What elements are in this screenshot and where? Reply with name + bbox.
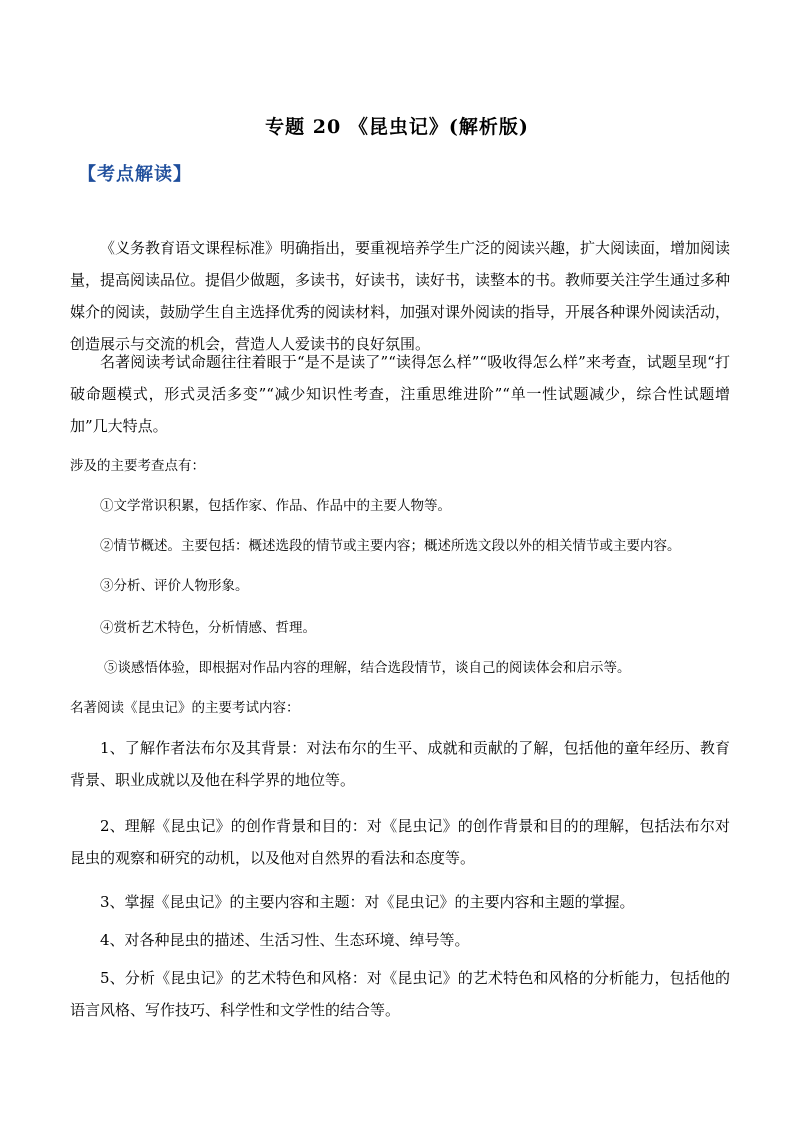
exam-point-item: ⑤谈感悟体验，即根据对作品内容的理解，结合选段情节，谈自己的阅读体会和启示等。 <box>104 660 631 676</box>
exam-point-item: ②情节概述。主要包括：概述选段的情节或主要内容；概述所选文段以外的相关情节或主要内容。 <box>100 538 681 554</box>
content-intro: 名著阅读《昆虫记》的主要考试内容： <box>70 700 300 716</box>
document-title: 专题 20 《昆虫记》(解析版) <box>265 116 529 138</box>
content-item: 1、了解作者法布尔及其背景：对法布尔的生平、成就和贡献的了解，包括他的童年经历、教育背景、职业成就以及他在科学界的地位等。 <box>70 739 730 789</box>
exam-point-item: ①文学常识积累，包括作家、作品、作品中的主要人物等。 <box>100 498 451 514</box>
paragraph-exam-style: 名著阅读考试命题往往着眼于“是不是读了”“读得怎么样”“吸收得怎么样”来考查，试题呈现“打破命题模式，形式灵活多变”“减少知识性考查，注重思维进阶”“单一性试题减少，综合性试题增加”几大特点。 <box>70 353 730 435</box>
exam-point-item: ③分析、评价人物形象。 <box>100 578 249 594</box>
content-item: 2、理解《昆虫记》的创作背景和目的：对《昆虫记》的创作背景和目的的理解，包括法布尔对昆虫的观察和研究的动机，以及他对自然界的看法和态度等。 <box>70 817 730 867</box>
paragraph-curriculum: 《义务教育语文课程标准》明确指出，要重视培养学生广泛的阅读兴趣，扩大阅读面，增加阅读量，提高阅读品位。提倡少做题，多读书，好读书，读好书，读整本的书。教师要关注学生通过多种媒介的阅读，鼓励学生自主选择优秀的阅读材料，加强对课外阅读的指导，开展各种课外阅读活动，创造展示与交流的机会，营造人人爱读书的良好氛围。 <box>70 239 731 353</box>
content-item: 3、掌握《昆虫记》的主要内容和主题：对《昆虫记》的主要内容和主题的掌握。 <box>100 893 635 911</box>
content-item: 4、对各种昆虫的描述、生活习性、生态环境、绰号等。 <box>100 931 470 949</box>
exam-point-item: ④赏析艺术特色，分析情感、哲理。 <box>100 620 316 636</box>
exam-points-intro: 涉及的主要考查点有： <box>70 458 205 474</box>
content-item: 5、分析《昆虫记》的艺术特色和风格：对《昆虫记》的艺术特色和风格的分析能力，包括他的语言风格、写作技巧、科学性和文学性的结合等。 <box>70 969 730 1019</box>
section-heading: 【考点解读】 <box>78 164 192 185</box>
